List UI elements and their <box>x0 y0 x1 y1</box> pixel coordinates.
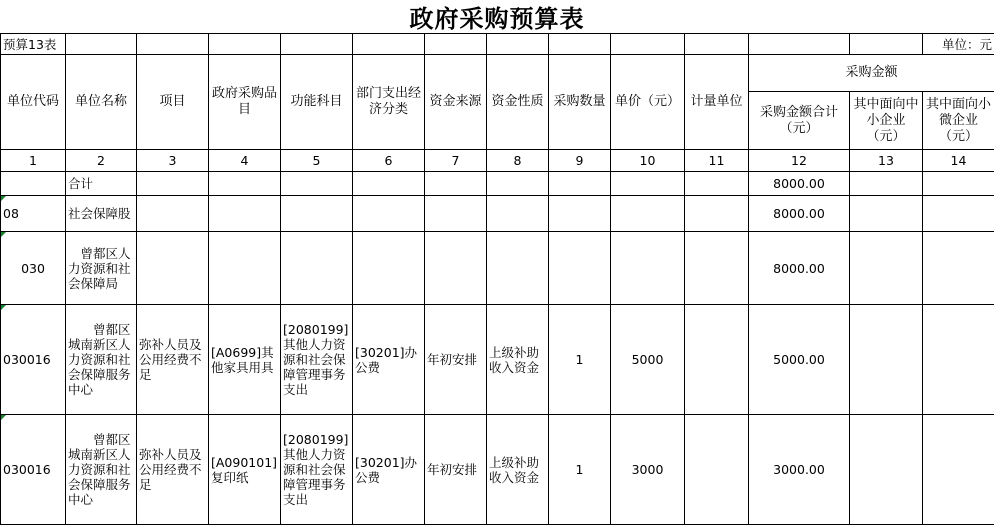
cell-amount-total: 5000.00 <box>749 305 850 415</box>
cell-gov-item: [A090101]复印纸 <box>209 415 281 525</box>
table-row <box>1 196 994 232</box>
page-title: 政府采购预算表 <box>409 4 585 33</box>
col-number: 3 <box>137 150 209 172</box>
cell-unit-name: 合计 <box>66 172 137 196</box>
cell-amount-micro <box>923 415 994 525</box>
cell-econ-class: [30201]办公费 <box>353 415 425 525</box>
cell-project: 弥补人员及公用经费不足 <box>137 415 209 525</box>
header-unit-code: 单位代码 <box>1 55 66 150</box>
col-number: 4 <box>209 150 281 172</box>
col-number: 9 <box>549 150 611 172</box>
header-func-subject: 功能科目 <box>281 55 353 150</box>
cell-amount-sme <box>850 232 923 305</box>
cell-measure-unit <box>685 232 749 305</box>
cell-measure-unit <box>685 196 749 232</box>
cell-func-subject <box>281 196 353 232</box>
cell-fund-nature <box>487 196 549 232</box>
cell-fund-source <box>425 196 487 232</box>
cell-fund-source: 年初安排 <box>425 305 487 415</box>
cell-unit-code <box>1 172 66 196</box>
cell-econ-class <box>353 196 425 232</box>
cell-unit-name: 曾都区城南新区人力资源和社会保障服务中心 <box>66 305 137 415</box>
cell-fund-nature <box>487 232 549 305</box>
cell-unit-name: 曾都区城南新区人力资源和社会保障服务中心 <box>66 415 137 525</box>
cell-amount-sme <box>850 305 923 415</box>
cell-fund-nature: 上级补助收入资金 <box>487 415 549 525</box>
cell-project: 弥补人员及公用经费不足 <box>137 305 209 415</box>
cell-project <box>137 196 209 232</box>
header-econ-class: 部门支出经济分类 <box>353 55 425 150</box>
table-row <box>1 415 994 525</box>
meta-row <box>1 34 994 55</box>
header-unit-price: 单价（元） <box>611 55 685 150</box>
cell-quantity <box>549 232 611 305</box>
cell-quantity: 1 <box>549 305 611 415</box>
cell-gov-item <box>209 232 281 305</box>
table-row <box>1 232 994 305</box>
col-number: 1 <box>1 150 66 172</box>
table-row <box>1 172 994 196</box>
cell-gov-item <box>209 172 281 196</box>
cell-fund-source <box>425 172 487 196</box>
col-number: 12 <box>749 150 850 172</box>
cell-unit-code: 08 <box>1 196 66 232</box>
cell-unit-price: 3000 <box>611 415 685 525</box>
cell-amount-total: 8000.00 <box>749 196 850 232</box>
cell-econ-class: [30201]办公费 <box>353 305 425 415</box>
cell-func-subject: [2080199]其他人力资源和社会保障管理事务支出 <box>281 305 353 415</box>
header-amount-group: 采购金额 <box>749 55 994 92</box>
col-number: 6 <box>353 150 425 172</box>
cell-fund-nature <box>487 172 549 196</box>
col-number: 8 <box>487 150 549 172</box>
cell-func-subject: [2080199]其他人力资源和社会保障管理事务支出 <box>281 415 353 525</box>
cell-quantity: 1 <box>549 415 611 525</box>
cell-amount-total: 3000.00 <box>749 415 850 525</box>
cell-unit-name: 社会保障股 <box>66 196 137 232</box>
col-number: 2 <box>66 150 137 172</box>
cell-unit-price <box>611 196 685 232</box>
cell-unit-code: 030016 <box>1 415 66 525</box>
header-gov-item: 政府采购品目 <box>209 55 281 150</box>
header-row-1 <box>1 55 994 92</box>
cell-unit-name: 曾都区人力资源和社会保障局 <box>66 232 137 305</box>
cell-unit-code: 030 <box>1 232 66 305</box>
header-amount-sme: 其中面向中小企业（元） <box>850 92 923 150</box>
cell-amount-micro <box>923 172 994 196</box>
col-number: 11 <box>685 150 749 172</box>
cell-amount-sme <box>850 415 923 525</box>
cell-amount-total: 8000.00 <box>749 232 850 305</box>
cell-amount-micro <box>923 232 994 305</box>
cell-func-subject <box>281 232 353 305</box>
col-number: 5 <box>281 150 353 172</box>
cell-amount-total: 8000.00 <box>749 172 850 196</box>
cell-gov-item: [A0699]其他家具用具 <box>209 305 281 415</box>
cell-measure-unit <box>685 415 749 525</box>
col-number: 14 <box>923 150 994 172</box>
cell-amount-sme <box>850 172 923 196</box>
cell-econ-class <box>353 172 425 196</box>
cell-measure-unit <box>685 172 749 196</box>
cell-amount-sme <box>850 196 923 232</box>
cell-fund-nature: 上级补助收入资金 <box>487 305 549 415</box>
cell-gov-item <box>209 196 281 232</box>
header-amount-total: 采购金额合计（元） <box>749 92 850 150</box>
cell-measure-unit <box>685 305 749 415</box>
cell-func-subject <box>281 172 353 196</box>
table-row <box>1 305 994 415</box>
cell-project <box>137 172 209 196</box>
cell-amount-micro <box>923 196 994 232</box>
cell-amount-micro <box>923 305 994 415</box>
header-measure-unit: 计量单位 <box>685 55 749 150</box>
col-number: 7 <box>425 150 487 172</box>
cell-project <box>137 232 209 305</box>
column-number-row <box>1 150 994 172</box>
table-code: 预算13表 <box>1 34 66 55</box>
cell-quantity <box>549 172 611 196</box>
cell-econ-class <box>353 232 425 305</box>
cell-unit-code: 030016 <box>1 305 66 415</box>
col-number: 10 <box>611 150 685 172</box>
header-amount-micro: 其中面向小微企业（元） <box>923 92 994 150</box>
procurement-table <box>0 33 994 525</box>
cell-fund-source <box>425 232 487 305</box>
header-quantity: 采购数量 <box>549 55 611 150</box>
unit-label: 单位：元 <box>923 34 994 55</box>
col-number: 13 <box>850 150 923 172</box>
cell-quantity <box>549 196 611 232</box>
cell-unit-price <box>611 172 685 196</box>
cell-fund-source: 年初安排 <box>425 415 487 525</box>
header-unit-name: 单位名称 <box>66 55 137 150</box>
cell-unit-price: 5000 <box>611 305 685 415</box>
cell-unit-price <box>611 232 685 305</box>
header-fund-source: 资金来源 <box>425 55 487 150</box>
header-fund-nature: 资金性质 <box>487 55 549 150</box>
header-project: 项目 <box>137 55 209 150</box>
